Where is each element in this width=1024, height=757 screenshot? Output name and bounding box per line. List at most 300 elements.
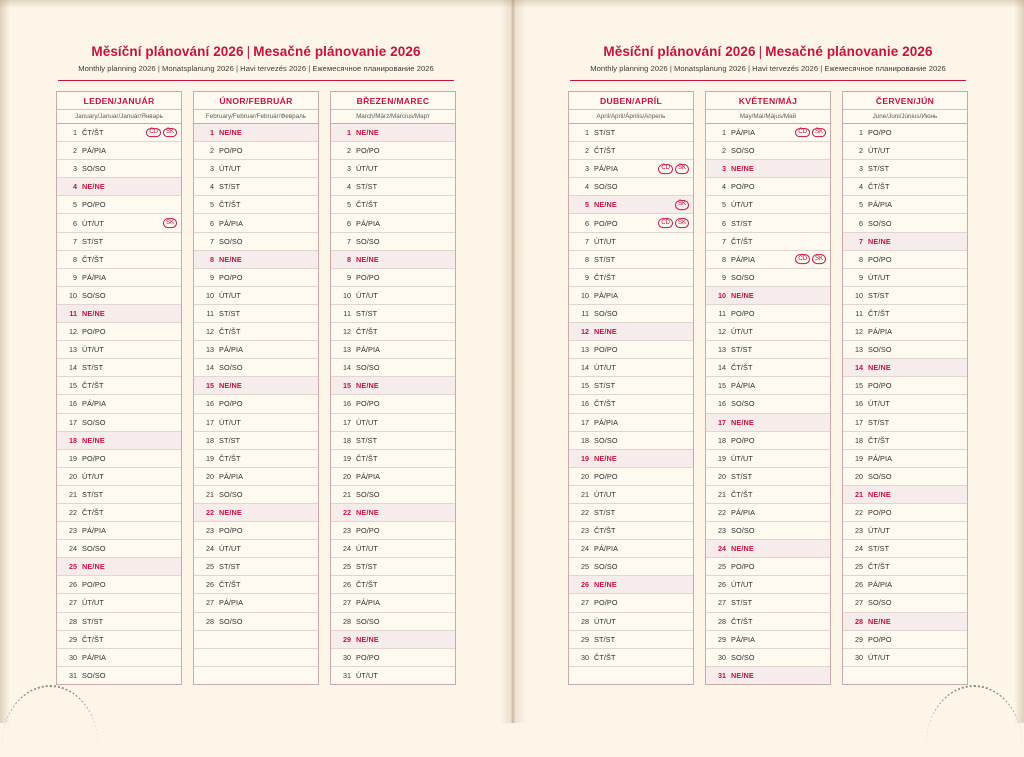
day-number: 12 [855,327,863,337]
day-number: 25 [69,562,77,572]
day-row[interactable] [194,196,318,214]
day-row[interactable] [569,522,693,540]
day-row[interactable] [331,323,455,341]
day-row[interactable] [843,613,967,631]
day-row[interactable] [706,504,830,522]
day-number: 31 [718,670,726,680]
day-row[interactable] [843,142,967,160]
month-column [842,91,968,685]
day-row[interactable] [194,649,318,667]
day-row[interactable] [331,377,455,395]
day-row[interactable] [194,504,318,522]
day-row[interactable] [569,540,693,558]
day-row[interactable] [706,142,830,160]
day-row[interactable] [843,432,967,450]
day-name-abbrev: ČT/ŠT [82,381,104,391]
day-row[interactable] [194,576,318,594]
day-row[interactable] [194,450,318,468]
day-row[interactable] [57,414,181,432]
day-number: 30 [718,652,726,662]
day-row[interactable] [57,214,181,232]
day-number: 11 [581,308,589,318]
day-row[interactable] [569,196,693,214]
day-row[interactable] [331,359,455,377]
day-row[interactable] [331,450,455,468]
day-row[interactable] [331,486,455,504]
day-name-abbrev: PÁ/PIA [868,200,893,210]
day-name-abbrev: SO/SO [868,471,892,481]
day-row[interactable] [569,251,693,269]
day-row[interactable] [706,196,830,214]
day-row[interactable] [569,142,693,160]
day-row[interactable] [331,341,455,359]
day-row[interactable] [843,178,967,196]
day-name-abbrev: PÁ/PIA [219,598,244,608]
day-number: 1 [347,128,351,138]
day-name-abbrev: ÚT/UT [219,544,241,554]
day-row[interactable] [331,576,455,594]
day-row[interactable] [331,558,455,576]
day-row[interactable] [706,414,830,432]
day-list [57,124,181,684]
day-row[interactable] [331,178,455,196]
day-row[interactable] [57,251,181,269]
day-row[interactable] [194,142,318,160]
day-name-abbrev: ST/ST [594,128,616,138]
day-row[interactable] [706,233,830,251]
day-row[interactable] [706,124,830,142]
day-name-abbrev: SO/SO [82,417,106,427]
day-row[interactable] [706,649,830,667]
day-row[interactable] [706,160,830,178]
day-row[interactable] [331,468,455,486]
day-row[interactable] [57,178,181,196]
day-row[interactable] [194,269,318,287]
day-number: 21 [718,489,726,499]
day-row[interactable] [706,576,830,594]
day-row[interactable] [706,178,830,196]
day-row[interactable] [331,432,455,450]
day-number: 10 [69,290,77,300]
day-row[interactable] [57,160,181,178]
day-name-abbrev: PO/PO [868,254,892,264]
day-row[interactable] [331,251,455,269]
day-row[interactable] [57,667,181,684]
holiday-badge: ČD [795,254,810,264]
day-number: 3 [859,164,863,174]
day-row[interactable] [331,504,455,522]
day-row[interactable] [843,251,967,269]
day-row[interactable] [843,631,967,649]
day-name-abbrev: SO/SO [731,652,755,662]
day-number: 29 [69,634,77,644]
day-number: 13 [581,345,589,355]
day-row[interactable] [843,305,967,323]
day-name-abbrev: PO/PO [868,381,892,391]
day-row[interactable] [706,613,830,631]
day-number: 15 [206,381,214,391]
day-name-abbrev: PÁ/PIA [731,634,756,644]
day-row[interactable] [843,576,967,594]
day-row[interactable] [843,359,967,377]
day-row[interactable] [194,540,318,558]
day-number: 1 [585,128,589,138]
day-row[interactable] [706,214,830,232]
day-name-abbrev: ÚT/UT [594,236,616,246]
day-row[interactable] [706,395,830,413]
day-row[interactable] [843,504,967,522]
day-name-abbrev: SO/SO [82,670,106,680]
day-row[interactable] [194,305,318,323]
day-name-abbrev: ČT/ŠT [868,182,890,192]
day-number: 15 [69,381,77,391]
day-number: 15 [581,381,589,391]
day-name-abbrev: ÚT/UT [594,489,616,499]
day-number: 26 [69,580,77,590]
day-name-abbrev: PÁ/PIA [594,544,619,554]
day-row[interactable] [57,468,181,486]
day-name-abbrev: SO/SO [219,489,243,499]
day-row[interactable] [194,233,318,251]
day-row[interactable] [569,178,693,196]
day-name-abbrev: PO/PO [594,218,618,228]
day-list [706,124,830,684]
planner-page-left [0,0,512,723]
day-number: 19 [855,453,863,463]
day-row[interactable] [331,305,455,323]
day-row[interactable] [331,594,455,612]
day-name-abbrev: PÁ/PIA [82,146,107,156]
day-row[interactable] [843,341,967,359]
day-row[interactable] [569,594,693,612]
day-row[interactable] [57,142,181,160]
day-name-abbrev: PO/PO [82,453,106,463]
day-row[interactable] [331,522,455,540]
day-number: 3 [210,164,214,174]
day-number: 27 [69,598,77,608]
day-row[interactable] [569,341,693,359]
day-name-abbrev: ČT/ŠT [731,489,753,499]
day-row[interactable] [331,214,455,232]
day-row[interactable] [331,196,455,214]
day-row[interactable] [331,142,455,160]
day-row[interactable] [843,124,967,142]
day-name-abbrev: PO/PO [82,580,106,590]
holiday-badge: ČD [658,218,673,228]
month-column [330,91,456,685]
day-row[interactable] [569,486,693,504]
day-row[interactable] [194,613,318,631]
day-row[interactable] [569,323,693,341]
day-row[interactable] [194,522,318,540]
day-row[interactable] [57,540,181,558]
day-row[interactable] [706,269,830,287]
day-row[interactable] [569,287,693,305]
day-number: 26 [718,580,726,590]
day-name-abbrev: ČT/ŠT [594,272,616,282]
day-row[interactable] [331,613,455,631]
day-row[interactable] [331,649,455,667]
month-header [57,92,181,124]
day-number: 19 [343,453,351,463]
day-name-abbrev: NE/NE [868,616,891,626]
day-row[interactable] [569,214,693,232]
day-row[interactable] [569,414,693,432]
day-number: 30 [855,652,863,662]
day-row[interactable] [194,432,318,450]
day-row[interactable] [706,432,830,450]
day-row[interactable] [57,649,181,667]
day-row[interactable] [706,287,830,305]
month-header [569,92,693,124]
day-row[interactable] [843,196,967,214]
day-name-abbrev: ÚT/UT [82,471,104,481]
day-row[interactable] [331,540,455,558]
day-row[interactable] [569,395,693,413]
day-row[interactable] [569,305,693,323]
day-number: 2 [347,146,351,156]
day-name-abbrev: SO/SO [731,272,755,282]
day-number: 30 [581,652,589,662]
day-name-abbrev: ÚT/UT [356,417,378,427]
day-row[interactable] [706,631,830,649]
day-row[interactable] [706,468,830,486]
day-row[interactable] [843,395,967,413]
day-row[interactable] [706,341,830,359]
day-row[interactable] [843,287,967,305]
day-row[interactable] [706,377,830,395]
holiday-marks [163,218,177,228]
day-number: 7 [859,236,863,246]
day-row[interactable] [331,667,455,684]
day-row[interactable] [843,649,967,667]
day-row[interactable] [706,486,830,504]
day-row[interactable] [194,341,318,359]
day-list [569,124,693,684]
day-number: 5 [585,200,589,210]
day-row[interactable] [194,178,318,196]
day-number: 13 [343,345,351,355]
day-name-abbrev: PO/PO [82,327,106,337]
day-name-abbrev: ČT/ŠT [356,200,378,210]
day-row[interactable] [57,124,181,142]
day-row[interactable] [57,594,181,612]
day-row[interactable] [569,432,693,450]
day-number: 26 [581,580,589,590]
day-row[interactable] [194,214,318,232]
day-row[interactable] [194,667,318,684]
day-row[interactable] [569,667,693,684]
day-row[interactable] [194,124,318,142]
day-row[interactable] [569,468,693,486]
day-row[interactable] [194,594,318,612]
day-row[interactable] [331,414,455,432]
day-row[interactable] [706,251,830,269]
day-row[interactable] [194,486,318,504]
day-number: 11 [206,308,214,318]
day-row[interactable] [194,631,318,649]
day-row[interactable] [57,504,181,522]
day-name-abbrev: SO/SO [219,363,243,373]
day-row[interactable] [843,233,967,251]
day-row[interactable] [569,576,693,594]
day-row[interactable] [57,287,181,305]
day-name-abbrev: ČT/ŠT [356,453,378,463]
day-row[interactable] [194,558,318,576]
day-row[interactable] [57,486,181,504]
day-row[interactable] [194,377,318,395]
day-row[interactable] [331,160,455,178]
day-number: 22 [855,508,863,518]
day-row[interactable] [843,323,967,341]
day-row[interactable] [843,522,967,540]
day-name-abbrev: ST/ST [731,471,753,481]
day-row[interactable] [57,576,181,594]
day-name-abbrev: PO/PO [82,200,106,210]
day-row[interactable] [569,124,693,142]
day-row[interactable] [706,594,830,612]
month-name-translations: April/April/Április/Апрель [569,109,693,120]
day-name-abbrev: ST/ST [594,381,616,391]
day-number: 27 [206,598,214,608]
day-row[interactable] [569,558,693,576]
day-name-abbrev: PÁ/PIA [82,526,107,536]
day-name-abbrev: ÚT/UT [82,218,104,228]
day-row[interactable] [569,233,693,251]
day-name-abbrev: PÁ/PIA [731,128,756,138]
day-row[interactable] [843,468,967,486]
day-row[interactable] [57,522,181,540]
day-row[interactable] [331,395,455,413]
title-separator: | [758,44,763,59]
day-name-abbrev: PÁ/PIA [219,471,244,481]
day-row[interactable] [194,395,318,413]
day-row[interactable] [569,160,693,178]
day-row[interactable] [843,214,967,232]
holiday-badge: ŠK [163,218,177,228]
day-row[interactable] [194,251,318,269]
day-name-abbrev: ÚT/UT [82,345,104,355]
day-row[interactable] [843,558,967,576]
day-row[interactable] [57,233,181,251]
day-row[interactable] [569,359,693,377]
day-row[interactable] [194,468,318,486]
day-row[interactable] [569,377,693,395]
day-row[interactable] [706,305,830,323]
day-row[interactable] [194,414,318,432]
day-row[interactable] [706,450,830,468]
day-name-abbrev: ST/ST [82,236,104,246]
day-number: 29 [581,634,589,644]
day-row[interactable] [57,450,181,468]
day-row[interactable] [57,305,181,323]
day-row[interactable] [569,269,693,287]
day-name-abbrev: SO/SO [356,489,380,499]
day-number: 18 [855,435,863,445]
day-row[interactable] [843,486,967,504]
day-row[interactable] [57,631,181,649]
day-row[interactable] [843,450,967,468]
day-name-abbrev: ST/ST [594,634,616,644]
day-row[interactable] [57,558,181,576]
day-number: 23 [718,526,726,536]
day-row[interactable] [569,649,693,667]
day-name-abbrev: NE/NE [731,164,754,174]
day-row[interactable] [57,196,181,214]
day-row[interactable] [194,359,318,377]
day-list [843,124,967,684]
day-number: 28 [581,616,589,626]
day-name-abbrev: ST/ST [219,562,241,572]
day-number: 27 [343,598,351,608]
day-row[interactable] [569,613,693,631]
day-name-abbrev: ST/ST [219,435,241,445]
day-row[interactable] [331,124,455,142]
day-row[interactable] [706,323,830,341]
day-row[interactable] [843,160,967,178]
month-name-translations: March/März/Március/Март [331,109,455,120]
day-number: 20 [343,471,351,481]
day-row[interactable] [569,631,693,649]
day-row[interactable] [706,667,830,684]
day-row[interactable] [331,631,455,649]
day-row[interactable] [569,450,693,468]
day-row[interactable] [194,160,318,178]
day-row[interactable] [57,395,181,413]
day-row[interactable] [843,377,967,395]
day-number: 19 [69,453,77,463]
day-name-abbrev: ÚT/UT [356,164,378,174]
day-row[interactable] [194,287,318,305]
day-row[interactable] [843,269,967,287]
day-row[interactable] [57,359,181,377]
day-list [331,124,455,684]
day-number: 10 [718,290,726,300]
day-name-abbrev: SO/SO [82,164,106,174]
day-row[interactable] [706,558,830,576]
day-number: 22 [206,508,214,518]
day-row[interactable] [57,432,181,450]
day-number: 14 [69,363,77,373]
day-row[interactable] [194,323,318,341]
holiday-badge: ŠK [163,128,177,138]
day-row[interactable] [706,359,830,377]
day-name-abbrev: PÁ/PIA [868,580,893,590]
day-name-abbrev: SO/SO [594,435,618,445]
day-row[interactable] [331,233,455,251]
day-row[interactable] [57,613,181,631]
day-number: 8 [347,254,351,264]
day-number: 2 [585,146,589,156]
day-row[interactable] [706,522,830,540]
day-row[interactable] [57,323,181,341]
day-row[interactable] [331,287,455,305]
day-row[interactable] [57,341,181,359]
day-row[interactable] [331,269,455,287]
day-row[interactable] [843,414,967,432]
day-number: 27 [718,598,726,608]
day-name-abbrev: NE/NE [594,200,617,210]
day-row[interactable] [706,540,830,558]
day-row[interactable] [843,667,967,684]
day-row[interactable] [843,594,967,612]
day-row[interactable] [843,540,967,558]
day-row[interactable] [57,269,181,287]
day-row[interactable] [57,377,181,395]
day-number: 18 [581,435,589,445]
day-name-abbrev: NE/NE [731,544,754,554]
day-row[interactable] [569,504,693,522]
